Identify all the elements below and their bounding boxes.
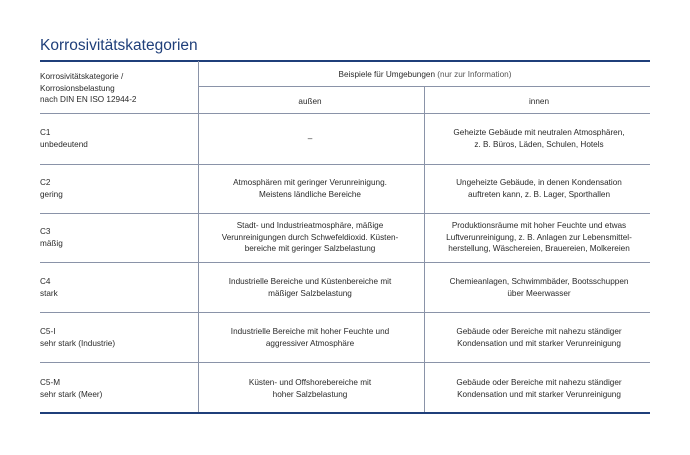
cell-line: Kondensation und mit starker Verunreinigung — [457, 389, 621, 399]
cell-line: aggressiver Atmosphäre — [265, 338, 355, 348]
cell-line: Geheizte Gebäude mit neutralen Atmosphären, — [453, 128, 625, 137]
table-cell-inside — [428, 177, 650, 200]
column-divider — [198, 61, 199, 412]
cell-line: mäßiger Salzbelastung — [268, 288, 352, 298]
row-divider — [40, 113, 650, 114]
cell-line: z. B. Büros, Läden, Schulen, Hotels — [474, 139, 604, 149]
table-row-category — [40, 377, 190, 400]
table-cell-outside — [200, 133, 420, 145]
category-level: stark — [40, 288, 58, 298]
table-cell-inside — [428, 276, 650, 299]
header-outside: außen — [298, 97, 322, 106]
category-code: C5-M — [40, 378, 61, 387]
cell-line: Atmosphären mit geringer Verunreinigung. — [233, 178, 387, 187]
cell-line: hoher Salzbelastung — [272, 389, 348, 399]
cell-line: Meistens ländliche Bereiche — [259, 189, 361, 199]
header-category-line: nach DIN EN ISO 12944-2 — [40, 95, 137, 105]
category-code: C4 — [40, 277, 51, 286]
cell-line: Chemieanlagen, Schwimmbäder, Bootsschuppen — [449, 277, 629, 286]
category-code: C1 — [40, 128, 51, 137]
table-cell-inside — [428, 326, 650, 349]
category-code: C5-I — [40, 327, 56, 336]
table-cell-outside — [200, 276, 420, 299]
header-examples-note: (nur zur Information) — [437, 70, 512, 79]
row-divider — [40, 262, 650, 263]
table-cell-outside — [200, 326, 420, 349]
category-code: C3 — [40, 227, 51, 236]
table-cell-outside — [200, 377, 420, 400]
cell-line: Küsten- und Offshorebereiche mit — [248, 378, 372, 387]
cell-line: Kondensation und mit starker Verunreinigung — [457, 338, 621, 348]
category-level: mäßig — [40, 238, 63, 248]
table-cell-outside — [200, 220, 420, 255]
column-divider — [424, 86, 425, 412]
table-cell-inside — [428, 377, 650, 400]
cell-line: über Meerwasser — [507, 288, 571, 298]
table-row-category — [40, 177, 190, 200]
table-cell-inside — [428, 220, 650, 255]
table-row-category — [40, 127, 190, 150]
row-divider — [40, 362, 650, 363]
row-divider — [40, 312, 650, 313]
table-row-category — [40, 326, 190, 349]
table-bottom-rule — [40, 412, 650, 414]
header-examples — [200, 69, 650, 81]
cell-line: Industrielle Bereiche mit hoher Feuchte und — [230, 327, 390, 336]
cell-line: auftreten kann, z. B. Lager, Sporthallen — [467, 189, 610, 199]
category-level: sehr stark (Industrie) — [40, 338, 116, 348]
header-examples-label: Beispiele für Umgebungen — [338, 70, 436, 79]
table-row-category — [40, 276, 190, 299]
cell-line: bereiche mit geringer Salzbelastung — [244, 244, 376, 254]
cell-line: Produktionsräume mit hoher Feuchte und etwas — [451, 221, 627, 230]
table-row-category — [40, 226, 190, 249]
category-level: gering — [40, 189, 63, 199]
cell-line: Ungeheizte Gebäude, in denen Kondensation — [456, 178, 622, 187]
cell-line: Luftverunreinigung, z. B. Anlagen zur Lebensmittel- — [446, 232, 632, 242]
table-cell-outside — [200, 177, 420, 200]
category-code: C2 — [40, 178, 51, 187]
cell-line: – — [307, 134, 313, 143]
cell-line: Stadt- und Industrieatmosphäre, mäßige — [236, 221, 384, 230]
header-category — [40, 71, 195, 106]
cell-line: Gebäude oder Bereiche mit nahezu ständiger — [456, 378, 622, 387]
category-level: sehr stark (Meer) — [40, 389, 103, 399]
header-category-line: Korrosivitätskategorie / — [40, 72, 124, 81]
table-top-rule — [40, 60, 650, 62]
category-level: unbedeutend — [40, 139, 88, 149]
row-divider — [40, 164, 650, 165]
row-divider — [40, 213, 650, 214]
cell-line: Verunreinigungen durch Schwefeldioxid. Küsten- — [221, 232, 399, 242]
header-category-line: Korrosionsbelastung — [40, 83, 115, 93]
header-inside: innen — [528, 97, 550, 106]
cell-line: herstellung, Wäschereien, Brauereien, Molkereien — [448, 244, 630, 254]
cell-line: Gebäude oder Bereiche mit nahezu ständiger — [456, 327, 622, 336]
page-title: Korrosivitätskategorien — [40, 37, 198, 54]
cell-line: Industrielle Bereiche und Küstenbereiche mit — [228, 277, 392, 286]
table-cell-inside — [428, 127, 650, 150]
